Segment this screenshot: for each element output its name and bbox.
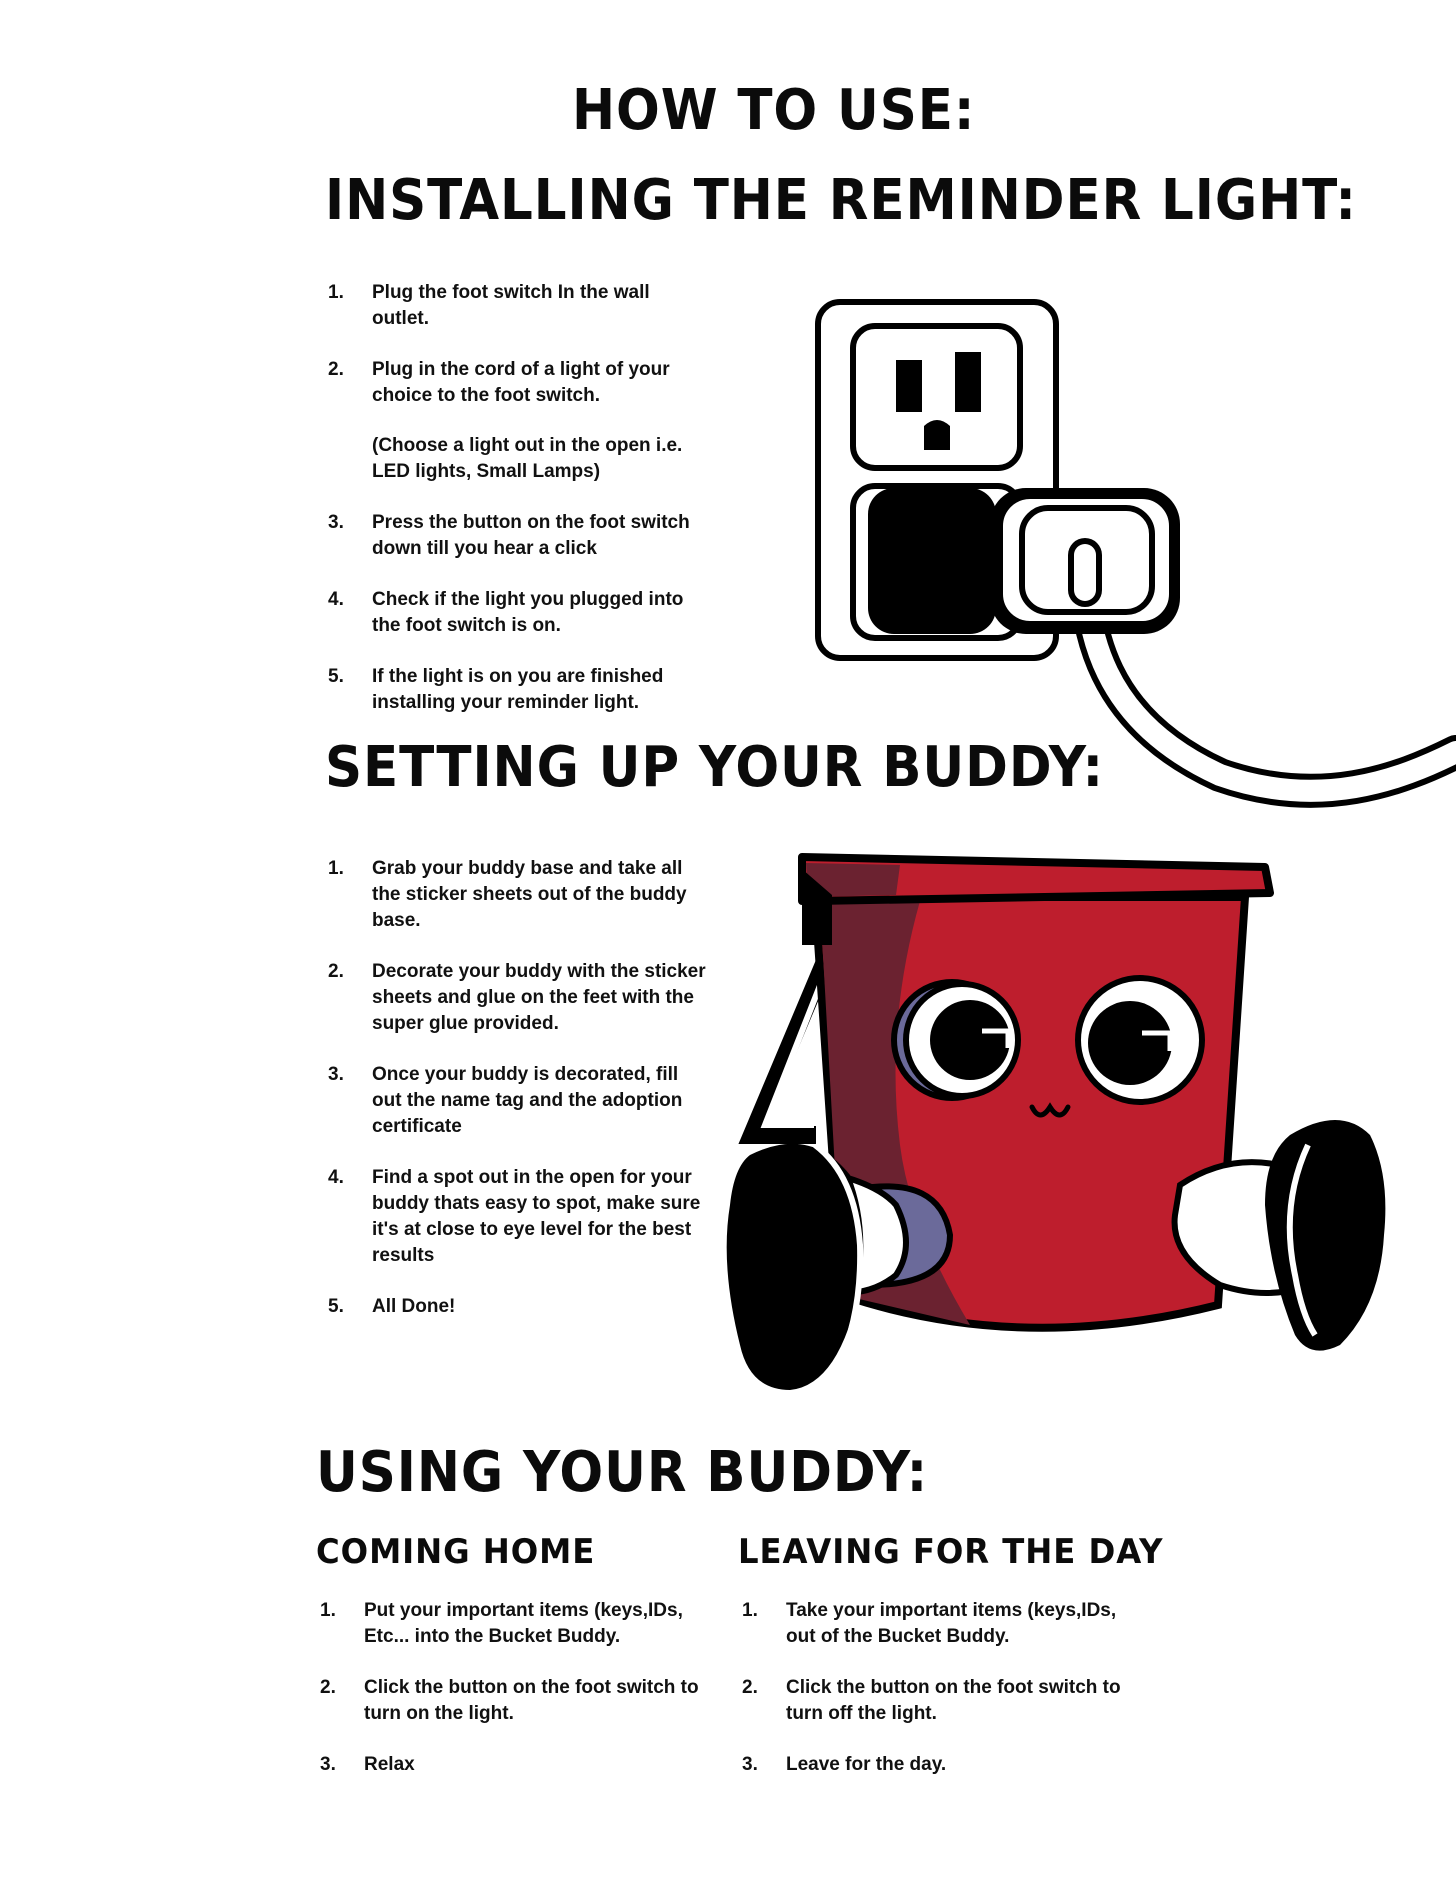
- right-pupil: [1088, 1001, 1172, 1085]
- step-keyword: Press: [372, 512, 424, 533]
- installing-heading: INSTALLING THE REMINDER LIGHT:: [325, 168, 1357, 233]
- step-keyword: Relax: [364, 1754, 415, 1775]
- step-number: 4.: [328, 589, 344, 610]
- left-pupil: [930, 1000, 1010, 1080]
- step-text: the button on the foot switch to turn off the light.: [786, 1677, 1121, 1724]
- step-number: 1.: [328, 282, 344, 303]
- step-text: Find a spot out in the open for your buddy thats easy to spot, make sure it's at close to eye level for the best results: [372, 1167, 701, 1266]
- step-text: If the light is on you are finished installing your reminder light.: [372, 666, 664, 713]
- step-number: 1.: [328, 858, 344, 879]
- list-item: [328, 1062, 708, 1140]
- step-number: 3.: [320, 1754, 336, 1775]
- step-number: 3.: [742, 1754, 758, 1775]
- list-item: [328, 587, 698, 639]
- list-item: [328, 510, 698, 562]
- list-item: [320, 1598, 700, 1650]
- leaving-heading: LEAVING FOR THE DAY: [738, 1532, 1164, 1572]
- step-keyword: Plug: [372, 359, 414, 380]
- list-item: [328, 1165, 708, 1269]
- step-number: 2.: [742, 1677, 758, 1698]
- list-item: [742, 1675, 1122, 1727]
- step-keyword: Check: [372, 589, 430, 610]
- list-item: [742, 1752, 1122, 1778]
- slot-right: [955, 352, 981, 412]
- bucket-buddy-illustration: [720, 845, 1390, 1405]
- step-keyword: Click: [786, 1677, 832, 1698]
- step-text: your buddy base and take all the sticker sheets out of the buddy base.: [372, 858, 687, 931]
- list-item: [742, 1598, 1122, 1650]
- step-text: your important items (keys,IDs, out of the Bucket Buddy.: [786, 1600, 1117, 1647]
- step-number: 1.: [320, 1600, 336, 1621]
- step-keyword: Click: [364, 1677, 410, 1698]
- coming-home-heading: COMING HOME: [316, 1532, 596, 1572]
- step-text: the button on the foot switch to turn on the light.: [364, 1677, 699, 1724]
- step-text: if the light you plugged into the foot switch is on.: [372, 589, 684, 636]
- list-item: [320, 1675, 700, 1727]
- step-keyword: Grab: [372, 858, 417, 879]
- list-item: [328, 1294, 708, 1320]
- step-text: All Done!: [372, 1296, 456, 1317]
- step-text: Once your buddy is decorated, fill out the name tag and the adoption certificate: [372, 1064, 683, 1137]
- step-keyword: Take: [786, 1600, 828, 1621]
- step-text: your buddy with the sticker sheets and glue on the feet with the super glue provided.: [372, 961, 706, 1034]
- step-keyword: Plug: [372, 282, 414, 303]
- list-item: [328, 280, 698, 332]
- outlet-plug-illustration: [800, 290, 1456, 810]
- leaving-steps: [742, 1598, 1122, 1778]
- step-number: 3.: [328, 1064, 344, 1085]
- ground-hole: [924, 420, 950, 450]
- step-number: 4.: [328, 1167, 344, 1188]
- step-text: the foot switch In the wall outlet.: [372, 282, 650, 329]
- list-item: [328, 664, 698, 716]
- step-number: 2.: [328, 359, 344, 380]
- step-text: the button on the foot switch down till you hear a click: [372, 512, 690, 559]
- step-keyword: Leave: [786, 1754, 840, 1775]
- installing-steps: [328, 280, 698, 716]
- setting-up-steps: [328, 856, 708, 1320]
- step-number: 3.: [328, 512, 344, 533]
- using-heading: USING YOUR BUDDY:: [316, 1440, 929, 1505]
- step-number: 2.: [328, 961, 344, 982]
- list-item: [328, 959, 708, 1037]
- step-keyword: Put: [364, 1600, 395, 1621]
- setting-up-heading: SETTING UP YOUR BUDDY:: [325, 735, 1105, 800]
- foot-switch-adapter: [868, 488, 996, 634]
- step-number: 5.: [328, 666, 344, 687]
- list-item: [328, 357, 698, 485]
- step-number: 2.: [320, 1677, 336, 1698]
- list-item: [328, 856, 708, 934]
- step-note: (Choose a light out in the open i.e. LED lights, Small Lamps): [372, 435, 683, 482]
- step-text: in the cord of a light of your choice to the foot switch.: [372, 359, 670, 406]
- step-number: 1.: [742, 1600, 758, 1621]
- step-text: your important items (keys,IDs, Etc... into the Bucket Buddy.: [364, 1600, 683, 1647]
- step-number: 5.: [328, 1296, 344, 1317]
- slot-left: [896, 360, 922, 412]
- list-item: [320, 1752, 700, 1778]
- page-title: HOW TO USE:: [572, 78, 976, 143]
- right-foot: [1265, 1120, 1385, 1351]
- coming-home-steps: [320, 1598, 700, 1778]
- step-text: for the day.: [839, 1754, 947, 1775]
- step-keyword: Decorate: [372, 961, 454, 982]
